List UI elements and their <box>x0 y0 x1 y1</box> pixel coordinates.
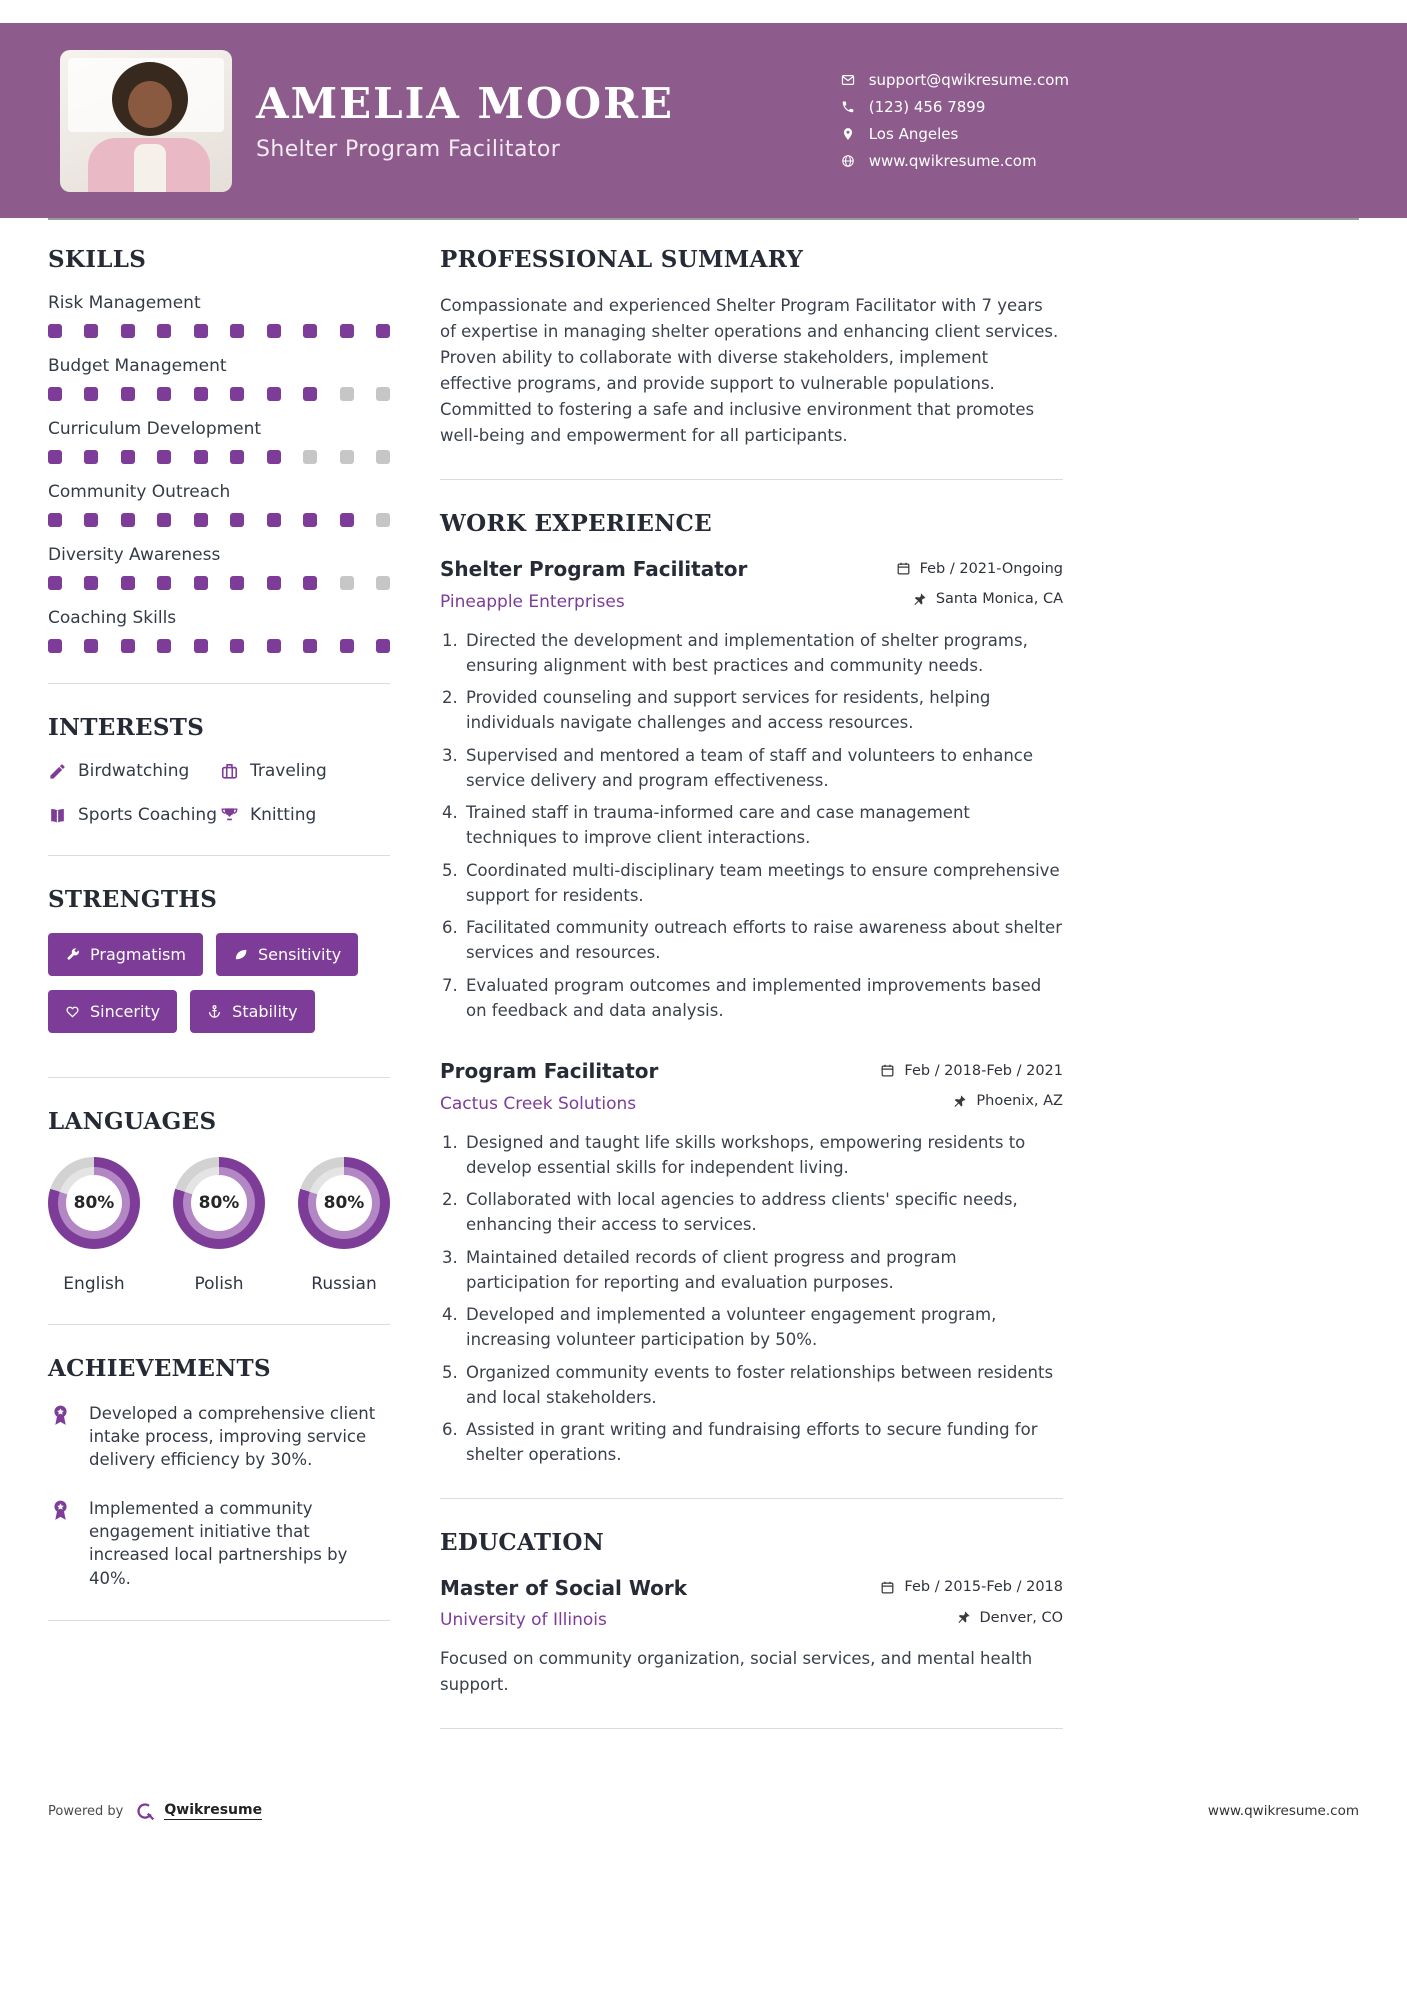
skill-square-filled <box>84 513 98 527</box>
interest-item <box>48 805 220 825</box>
contact-block <box>841 62 1069 179</box>
job-bullet: 1. Directed the development and implementation of shelter programs, ensuring alignment with best practices and community needs. <box>463 629 1063 679</box>
contact-location <box>841 125 1069 143</box>
skill-square-filled <box>267 450 281 464</box>
strength-label: Sincerity <box>90 1002 161 1021</box>
job-bullet-list <box>440 629 1063 1024</box>
qwikresume-logo-link[interactable] <box>135 1801 262 1822</box>
skill-square-filled <box>230 387 244 401</box>
skill-square-filled <box>303 639 317 653</box>
section-divider <box>48 855 390 856</box>
skill-level-indicator <box>48 450 390 464</box>
skill-square-filled <box>84 639 98 653</box>
skill-square-filled <box>267 639 281 653</box>
skill-square-filled <box>267 387 281 401</box>
summary-section <box>440 246 1063 449</box>
skill-label: Diversity Awareness <box>48 545 221 565</box>
pushpin-icon <box>956 1610 971 1625</box>
skill-square-empty <box>340 387 354 401</box>
strengths-heading: STRENGTHS <box>48 886 218 913</box>
achievements-section <box>48 1355 390 1590</box>
skill-square-empty <box>376 513 390 527</box>
contact-email <box>841 71 1069 89</box>
skill-square-filled <box>230 639 244 653</box>
skill-square-filled <box>121 639 135 653</box>
job-bullet-list <box>440 1131 1063 1468</box>
skill-square-filled <box>84 324 98 338</box>
language-donuts <box>48 1157 390 1294</box>
skill-square-filled <box>303 513 317 527</box>
section-divider <box>48 1077 390 1078</box>
job-bullet: 4. Trained staff in trauma-informed care and case management techniques to improve client interactions. <box>463 801 1063 851</box>
interest-item <box>220 805 390 825</box>
skill-item <box>48 356 390 401</box>
interest-label: Birdwatching <box>78 761 190 781</box>
skills-section <box>48 246 390 653</box>
job-bullet: 4. Developed and implemented a volunteer engagement program, increasing volunteer participation by 50%. <box>463 1303 1063 1353</box>
skill-square-filled <box>230 324 244 338</box>
job-bullet: 1. Designed and taught life skills workshops, empowering residents to develop essential skills for independent living. <box>463 1131 1063 1181</box>
summary-heading: PROFESSIONAL SUMMARY <box>440 246 804 273</box>
language-item <box>298 1157 390 1294</box>
phone-icon <box>841 100 855 114</box>
education-heading: EDUCATION <box>440 1528 605 1556</box>
skill-square-filled <box>230 576 244 590</box>
school-link[interactable]: University of Illinois <box>440 1610 607 1631</box>
skill-square-filled <box>376 639 390 653</box>
website-link[interactable]: www.qwikresume.com <box>868 152 1037 170</box>
section-divider <box>48 683 390 684</box>
achievement-item <box>48 1402 390 1471</box>
job-entry <box>440 557 1063 1023</box>
anchor-icon <box>207 1004 222 1019</box>
skill-item <box>48 608 390 653</box>
language-label: Russian <box>311 1274 377 1294</box>
location-text: Los Angeles <box>868 125 959 143</box>
languages-heading: LANGUAGES <box>48 1108 217 1135</box>
globe-icon <box>841 154 855 168</box>
company-link[interactable]: Pineapple Enterprises <box>440 591 625 612</box>
job-bullet: 2. Collaborated with local agencies to address clients' specific needs, enhancing their access to services. <box>463 1188 1063 1238</box>
calendar-icon <box>880 1063 895 1078</box>
interests-heading: INTERESTS <box>48 714 205 741</box>
language-donut-chart <box>173 1157 265 1249</box>
skill-square-empty <box>376 450 390 464</box>
pushpin-icon <box>912 592 927 607</box>
skill-item <box>48 482 390 527</box>
education-section <box>440 1529 1063 1698</box>
profile-photo <box>60 50 232 192</box>
job-dates-text: Feb / 2018-Feb / 2021 <box>904 1062 1063 1079</box>
interest-label: Traveling <box>250 761 327 781</box>
job-bullet: 6. Facilitated community outreach efforts to raise awareness about shelter services and resources. <box>463 916 1063 966</box>
header-banner <box>0 23 1407 218</box>
interest-item <box>48 761 220 781</box>
strength-chip <box>216 933 358 976</box>
skill-square-filled <box>84 576 98 590</box>
skill-level-indicator <box>48 513 390 527</box>
email-link[interactable]: support@qwikresume.com <box>868 71 1069 89</box>
skill-square-filled <box>340 324 354 338</box>
award-ribbon-icon <box>48 1498 73 1523</box>
qwikresume-brand-name: Qwikresume <box>164 1802 263 1818</box>
skill-square-filled <box>48 639 62 653</box>
skill-square-filled <box>157 513 171 527</box>
skill-level-indicator <box>48 387 390 401</box>
education-location-text: Denver, CO <box>979 1609 1063 1626</box>
candidate-title: Shelter Program Facilitator <box>256 137 561 162</box>
skill-square-filled <box>157 387 171 401</box>
award-ribbon-icon <box>48 1403 73 1428</box>
interest-label: Sports Coaching <box>78 805 217 825</box>
suitcase-icon <box>220 762 239 781</box>
skill-square-filled <box>340 513 354 527</box>
skill-square-filled <box>194 513 208 527</box>
skill-square-filled <box>230 450 244 464</box>
skill-square-filled <box>157 324 171 338</box>
heart-icon <box>65 1004 80 1019</box>
skill-square-filled <box>157 639 171 653</box>
calendar-icon <box>880 1580 895 1595</box>
skill-square-filled <box>48 387 62 401</box>
footer-website-link[interactable]: www.qwikresume.com <box>1207 1803 1359 1819</box>
job-bullet: 2. Provided counseling and support services for residents, helping individuals navigate challenges and access resources. <box>463 686 1063 736</box>
skill-level-indicator <box>48 576 390 590</box>
achievement-text: Implemented a community engagement initiative that increased local partnerships by 40%. <box>89 1499 348 1588</box>
job-bullet: 3. Maintained detailed records of client progress and program participation for reporting and evaluation purposes. <box>463 1246 1063 1296</box>
section-divider <box>440 1498 1063 1499</box>
education-dates-text: Feb / 2015-Feb / 2018 <box>904 1579 1063 1596</box>
job-dates-text: Feb / 2021-Ongoing <box>919 560 1063 577</box>
skill-square-filled <box>267 576 281 590</box>
skill-label: Community Outreach <box>48 482 231 502</box>
skill-level-indicator <box>48 324 390 338</box>
strength-chip <box>48 990 177 1033</box>
interest-label: Knitting <box>250 805 317 825</box>
job-dates <box>896 561 1063 577</box>
skill-square-filled <box>48 450 62 464</box>
skill-square-filled <box>267 324 281 338</box>
skill-square-filled <box>121 576 135 590</box>
section-divider <box>440 1728 1063 1729</box>
achievements-heading: ACHIEVEMENTS <box>48 1355 271 1382</box>
strength-chips <box>48 933 390 1047</box>
job-location-text: Santa Monica, CA <box>935 591 1063 608</box>
job-location <box>952 1093 1063 1109</box>
skill-item <box>48 293 390 338</box>
skill-square-empty <box>376 387 390 401</box>
skill-square-filled <box>194 450 208 464</box>
interests-grid <box>48 761 390 825</box>
language-item <box>173 1157 265 1294</box>
skill-square-filled <box>121 450 135 464</box>
skill-square-filled <box>121 324 135 338</box>
identity-block <box>256 79 674 162</box>
skill-square-filled <box>157 450 171 464</box>
leaf-icon <box>233 947 248 962</box>
interest-item <box>220 761 390 781</box>
section-divider <box>440 479 1063 480</box>
skill-square-filled <box>340 639 354 653</box>
page-footer <box>0 1801 1407 1822</box>
skill-square-filled <box>376 324 390 338</box>
trophy-icon <box>220 806 239 825</box>
language-percent: 80% <box>73 1193 115 1213</box>
strength-label: Pragmatism <box>90 945 186 964</box>
job-bullet: 6. Assisted in grant writing and fundraising efforts to secure funding for shelter operations. <box>463 1418 1063 1468</box>
email-icon <box>841 73 855 87</box>
skill-level-indicator <box>48 639 390 653</box>
sidebar <box>48 246 390 1759</box>
education-description: Focused on community organization, social services, and mental health support. <box>440 1649 1033 1694</box>
photo-face <box>128 81 172 128</box>
job-bullet: 7. Evaluated program outcomes and implemented improvements based on feedback and data analysis. <box>463 974 1063 1024</box>
section-divider <box>48 1620 390 1621</box>
skill-square-filled <box>303 387 317 401</box>
section-divider <box>48 1324 390 1325</box>
strength-label: Stability <box>232 1002 298 1021</box>
skill-square-filled <box>48 324 62 338</box>
powered-by-block <box>48 1801 262 1822</box>
skill-label: Curriculum Development <box>48 419 262 439</box>
skill-label: Coaching Skills <box>48 608 177 628</box>
language-percent: 80% <box>323 1193 365 1213</box>
interests-section <box>48 714 390 825</box>
summary-text: Compassionate and experienced Shelter Program Facilitator with 7 years of expertise in managing shelter operations and enhancing client services. Proven ability to collaborate with diverse stakeholders, implement effective programs, and provide support to vulnerable populations. Committed to fostering a safe and inclusive environment that promotes well-being and empowerment for all participants. <box>440 296 1059 446</box>
contact-website <box>841 152 1069 170</box>
achievement-text: Developed a comprehensive client intake process, improving service delivery efficiency by 30%. <box>89 1404 376 1470</box>
skill-square-filled <box>194 387 208 401</box>
location-pin-icon <box>841 127 855 141</box>
job-title: Shelter Program Facilitator <box>440 557 748 582</box>
skill-item <box>48 419 390 464</box>
skill-square-filled <box>303 576 317 590</box>
skill-square-filled <box>121 513 135 527</box>
skill-square-filled <box>157 576 171 590</box>
job-bullet: 5. Organized community events to foster relationships between residents and local stakeholders. <box>463 1361 1063 1411</box>
job-title: Program Facilitator <box>440 1059 659 1084</box>
skill-square-empty <box>340 576 354 590</box>
company-link[interactable]: Cactus Creek Solutions <box>440 1093 637 1114</box>
skill-square-filled <box>84 450 98 464</box>
skill-square-filled <box>121 387 135 401</box>
skill-square-filled <box>84 387 98 401</box>
skills-heading: SKILLS <box>48 246 147 273</box>
skill-square-empty <box>376 576 390 590</box>
achievement-item <box>48 1497 390 1589</box>
strength-chip <box>48 933 203 976</box>
languages-section <box>48 1108 390 1294</box>
language-label: English <box>63 1274 125 1294</box>
skill-square-filled <box>48 576 62 590</box>
skill-square-filled <box>303 324 317 338</box>
skill-square-filled <box>194 639 208 653</box>
calendar-icon <box>896 561 911 576</box>
skill-square-filled <box>194 576 208 590</box>
phone-number: (123) 456 7899 <box>868 98 986 116</box>
experience-section <box>440 510 1063 1468</box>
degree-title: Master of Social Work <box>440 1575 688 1600</box>
language-percent: 80% <box>198 1193 240 1213</box>
pen-icon <box>48 762 67 781</box>
header-divider <box>48 218 1359 220</box>
strength-chip <box>190 990 314 1033</box>
job-dates <box>880 1063 1063 1079</box>
skill-square-filled <box>267 513 281 527</box>
education-location <box>956 1610 1064 1626</box>
job-bullet: 3. Supervised and mentored a team of staff and volunteers to enhance service delivery and program effectiveness. <box>463 744 1063 794</box>
strengths-section <box>48 886 390 1047</box>
powered-by-label: Powered by <box>48 1803 124 1819</box>
experience-heading: WORK EXPERIENCE <box>440 510 712 538</box>
wrench-icon <box>65 947 80 962</box>
main-column <box>440 246 1063 1759</box>
skill-label: Budget Management <box>48 356 227 376</box>
contact-phone <box>841 98 1069 116</box>
qwikresume-logo-icon <box>135 1801 156 1822</box>
skill-square-empty <box>303 450 317 464</box>
content-columns <box>0 246 1407 1759</box>
strength-label: Sensitivity <box>257 945 342 964</box>
candidate-name: AMELIA MOORE <box>256 79 675 128</box>
education-dates <box>880 1579 1063 1595</box>
skill-square-filled <box>230 513 244 527</box>
photo-shirt <box>134 144 166 192</box>
job-location <box>912 591 1063 607</box>
skill-item <box>48 545 390 590</box>
language-donut-chart <box>298 1157 390 1249</box>
skill-square-filled <box>194 324 208 338</box>
pushpin-icon <box>952 1094 967 1109</box>
job-entry <box>440 1059 1063 1468</box>
job-bullet: 5. Coordinated multi-disciplinary team meetings to ensure comprehensive support for residents. <box>463 859 1063 909</box>
job-location-text: Phoenix, AZ <box>976 1093 1063 1110</box>
skill-label: Risk Management <box>48 293 201 313</box>
skill-square-empty <box>340 450 354 464</box>
language-item <box>48 1157 140 1294</box>
book-icon <box>48 806 67 825</box>
language-donut-chart <box>48 1157 140 1249</box>
skill-square-filled <box>48 513 62 527</box>
language-label: Polish <box>194 1274 244 1294</box>
